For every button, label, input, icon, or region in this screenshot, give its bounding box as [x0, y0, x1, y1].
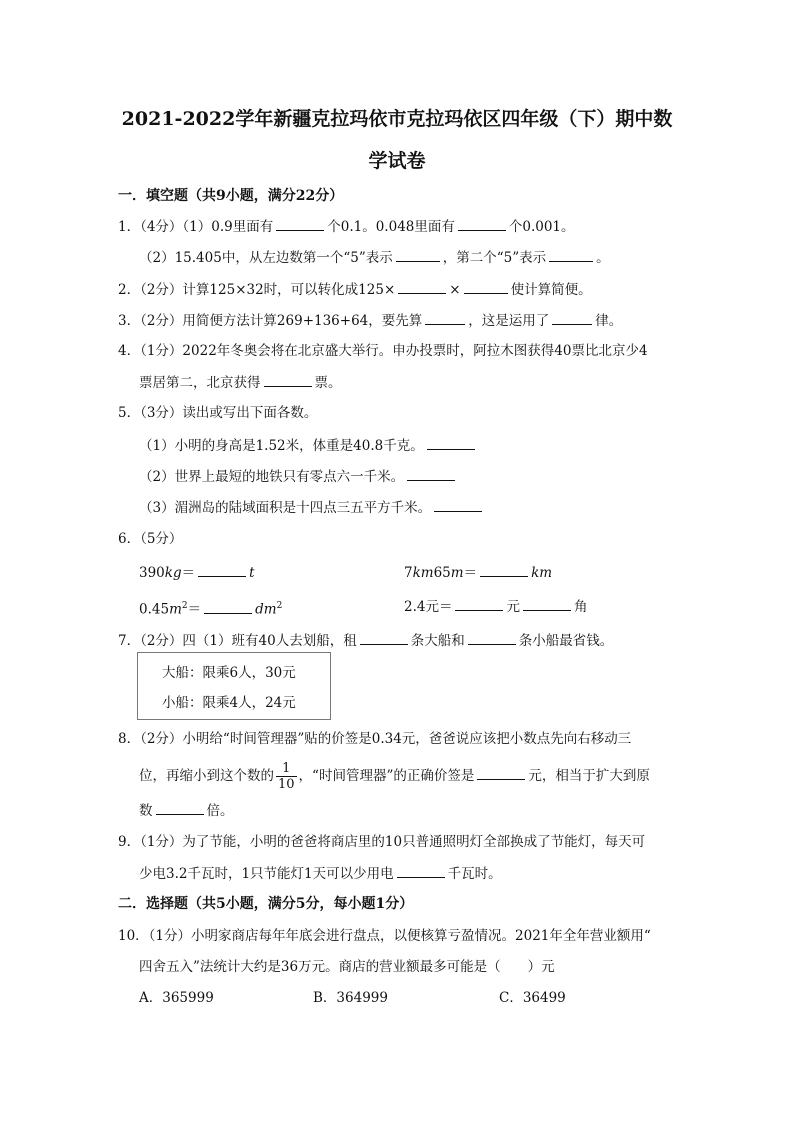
- q6-b-target-unit: km: [531, 565, 553, 581]
- q6-a-value: 390: [139, 565, 165, 581]
- answer-blank[interactable]: [276, 216, 324, 231]
- question-8-continued: [139, 760, 650, 792]
- answer-blank[interactable]: [156, 800, 204, 815]
- answer-blank[interactable]: [397, 863, 445, 878]
- q6-c-equals: ＝: [187, 601, 202, 618]
- question-5-part-2-text: （2）世界上最短的地铁只有零点六一千米。: [139, 469, 405, 485]
- answer-blank[interactable]: [425, 310, 465, 325]
- answer-blank[interactable]: [434, 497, 482, 512]
- question-4-text-c: 票。: [314, 375, 342, 391]
- question-1-part-2-text-c: 。: [596, 250, 610, 266]
- answer-blank[interactable]: [464, 279, 508, 294]
- question-7-text-c: 条小船最省钱。: [518, 633, 614, 649]
- question-8-text-b3: 元，相当于扩大到原: [528, 768, 650, 784]
- question-5-part-1: [139, 435, 478, 456]
- question-2-text-b: ×: [449, 282, 461, 298]
- q6-b-equals: ＝: [463, 565, 478, 581]
- question-5-part-2: [139, 466, 458, 487]
- answer-blank[interactable]: [477, 765, 525, 780]
- page-title: 2021-2022学年新疆克拉玛依市克拉玛依区四年级（下）期中数: [121, 108, 673, 130]
- question-6-item-b: [404, 562, 552, 583]
- q6-b-unit-2: m: [450, 565, 464, 581]
- q6-a-equals: ＝: [181, 565, 196, 581]
- question-5-part-3: [139, 497, 485, 518]
- answer-blank[interactable]: [458, 216, 506, 231]
- answer-blank[interactable]: [455, 596, 503, 611]
- q6-b-value: 7: [404, 565, 413, 581]
- answer-blank[interactable]: [264, 372, 312, 387]
- question-10-continued: 四舍五入”法统计大约是36万元。商店的营业额最多可能是（ ）元: [139, 959, 555, 975]
- question-3-text-b: ，这是运用了: [468, 313, 550, 329]
- q6-b-unit: km: [412, 565, 434, 581]
- fraction-numerator: 1: [276, 761, 297, 777]
- question-2: [118, 279, 592, 300]
- question-7: [118, 630, 613, 651]
- q6-a-unit: kg: [164, 565, 182, 581]
- question-8: 8．（2分）小明给“时间管理器”贴的价签是0.34元，爸爸说应该把小数点先向右移动三: [118, 731, 632, 747]
- question-1-text-c: 个0.001。: [508, 219, 575, 235]
- answer-blank[interactable]: [427, 435, 475, 450]
- fraction-one-tenth: [276, 761, 297, 792]
- question-4-text-b: 票居第二，北京获得: [139, 375, 261, 391]
- answer-blank[interactable]: [549, 247, 593, 262]
- answer-blank[interactable]: [360, 630, 408, 645]
- q6-d-value: 2.4元＝: [404, 599, 453, 615]
- q6-c-target-unit: dm: [255, 601, 277, 618]
- question-6-item-d: [404, 596, 587, 617]
- boat-price-box: [137, 652, 331, 720]
- answer-blank[interactable]: [204, 599, 252, 614]
- question-5: 5．（3分）读出或写出下面各数。: [118, 405, 318, 421]
- question-1-part-2-text-a: （2）15.405中，从左边数第一个“5”表示: [139, 250, 393, 266]
- fraction-denominator: 10: [278, 777, 295, 792]
- answer-blank[interactable]: [396, 247, 440, 262]
- answer-blank[interactable]: [552, 310, 592, 325]
- question-5-part-3-text: （3）湄洲岛的陆域面积是十四点三五平方千米。: [139, 500, 432, 516]
- q6-a-target-unit: t: [249, 565, 255, 581]
- question-9: 9．（1分）为了节能，小明的爸爸将商店里的10只普通照明灯全部换成了节能灯，每天可: [118, 834, 646, 850]
- section-heading-multiple-choice: 二．选择题（共5小题，满分5分，每小题1分）: [118, 896, 414, 912]
- question-3: [118, 310, 622, 331]
- answer-blank[interactable]: [480, 562, 528, 577]
- question-1-text-b: 个0.1。0.048里面有: [327, 219, 455, 235]
- q6-c-exponent: 2: [181, 601, 188, 611]
- question-2-text-c: 使计算简便。: [510, 282, 592, 298]
- answer-blank[interactable]: [198, 562, 246, 577]
- choice-c[interactable]: C．36499: [499, 990, 566, 1006]
- page-title-continued: 学试卷: [368, 150, 426, 172]
- question-7-text-a: 7．（2分）四（1）班有40人去划船，租: [118, 633, 357, 649]
- q6-b-value-2: 65: [433, 565, 451, 581]
- answer-blank[interactable]: [523, 596, 571, 611]
- question-1-part-2: [139, 247, 610, 268]
- answer-blank[interactable]: [398, 279, 446, 294]
- question-1: [118, 216, 575, 237]
- question-6-item-a: [139, 562, 255, 583]
- question-8-text-c2: 倍。: [206, 803, 234, 819]
- q6-c-target-exponent: 2: [276, 601, 283, 611]
- question-1-part-2-text-b: ，第二个“5”表示: [442, 250, 547, 266]
- question-10: 10．（1分）小明家商店每年年底会进行盘点，以便核算亏盈情况。2021年全年营业额用“: [118, 928, 651, 944]
- question-1-text-a: 1．（4分）（1）0.9里面有: [118, 219, 274, 235]
- question-9-text-b2: 千瓦时。: [447, 866, 502, 882]
- question-9-continued: [139, 863, 502, 884]
- question-8-text-c1: 数: [139, 803, 153, 819]
- question-7-text-b: 条大船和: [410, 633, 465, 649]
- choice-b[interactable]: B．364999: [313, 990, 388, 1006]
- question-6: 6．（5分）: [118, 531, 183, 547]
- q6-c-unit: m: [169, 601, 182, 618]
- answer-blank[interactable]: [407, 466, 455, 481]
- question-2-text-a: 2．（2分）计算125×32时，可以转化成125×: [118, 282, 396, 298]
- big-boat-info: 大船：限乘6人，30元: [162, 665, 296, 681]
- question-8-text-b2: ，“时间管理器”的正确价签是: [298, 768, 475, 784]
- question-3-text-c: 律。: [595, 313, 623, 329]
- q6-c-value: 0.45: [139, 601, 170, 618]
- question-9-text-b1: 少电3.2千瓦时，1只节能灯1天可以少用电: [139, 866, 394, 882]
- q6-d-unit-2: 角: [573, 599, 588, 615]
- question-6-item-c: [139, 596, 282, 620]
- q6-d-unit: 元: [506, 599, 520, 615]
- question-3-text-a: 3．（2分）用简便方法计算269+136+64，要先算: [118, 313, 423, 329]
- choice-a[interactable]: A．365999: [139, 990, 214, 1006]
- question-4: 4．（1分）2022年冬奥会将在北京盛大举行。申办投票时，阿拉木图获得40票比北京少4: [118, 343, 648, 359]
- answer-blank[interactable]: [468, 630, 516, 645]
- section-heading-fill-blank: 一．填空题（共9小题，满分22分）: [118, 188, 344, 204]
- question-5-part-1-text: （1）小明的身高是1.52米，体重是40.8千克。: [139, 438, 424, 454]
- question-8-text-b1: 位，再缩小到这个数的: [139, 768, 274, 784]
- small-boat-info: 小船：限乘4人，24元: [162, 695, 296, 711]
- question-8-end: [139, 800, 234, 821]
- question-4-continued: [139, 372, 342, 393]
